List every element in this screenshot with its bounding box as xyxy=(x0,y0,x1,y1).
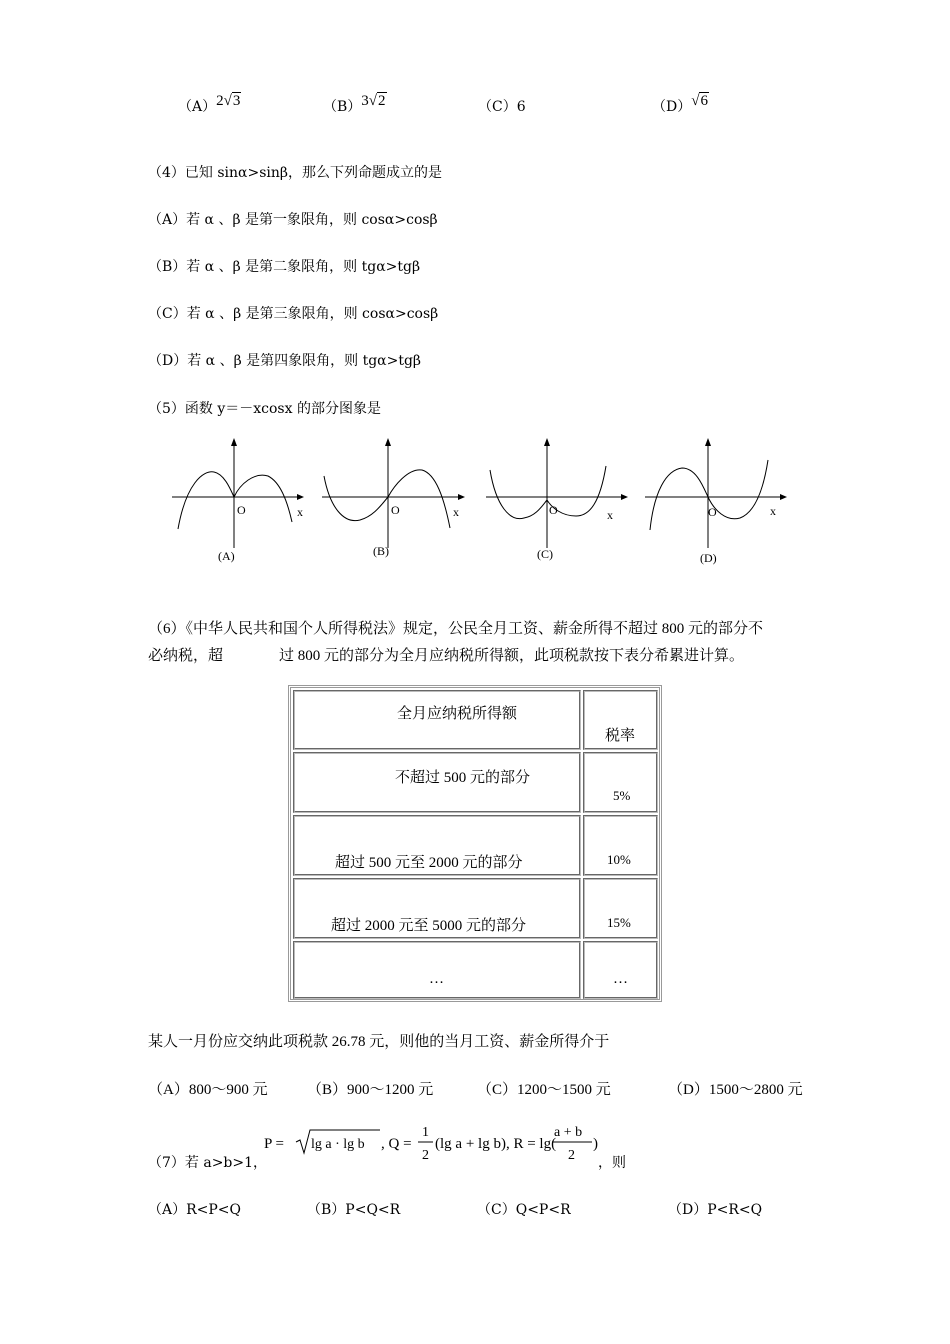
graph-d-x-arrow xyxy=(780,494,787,500)
graph-a-x-arrow xyxy=(297,494,304,500)
table-row-3-income-cell xyxy=(293,878,581,939)
graph-c-x-arrow xyxy=(621,494,628,500)
q6-line1: （6）《中华人民共和国个人所得税法》规定，公民全月工资、薪金所得不超过 800 元的部分不 xyxy=(148,621,764,637)
q3-option-b: （B）3√2 xyxy=(323,93,386,115)
formula-half-den: 2 xyxy=(422,1148,429,1163)
q4-stem: （4）已知 sinα>sinβ，那么下列命题成立的是 xyxy=(148,165,442,181)
q7-option-a: （A）R<P<Q xyxy=(148,1202,242,1218)
table-row-1-rate-cell xyxy=(583,752,658,813)
table-row-2-income-cell xyxy=(293,815,581,876)
tax-rate-table xyxy=(288,685,662,1002)
formula-half-num: 1 xyxy=(422,1125,429,1140)
q6-line2a: 必纳税，超 xyxy=(148,648,224,664)
graph-d-y-arrow xyxy=(705,438,711,446)
graph-a xyxy=(172,438,304,548)
table-row-1-income-cell xyxy=(293,752,581,813)
table-header-income-cell xyxy=(293,690,581,750)
graph-d xyxy=(645,438,787,548)
graph-b-x-label: x xyxy=(453,505,459,519)
table-row-1-income: 不超过 500 元的部分 xyxy=(395,770,531,786)
graph-c-origin: O xyxy=(549,503,558,517)
table-row-3-income: 超过 2000 元至 5000 元的部分 xyxy=(331,918,527,934)
graph-c xyxy=(486,438,628,548)
graph-a-origin: O xyxy=(237,503,246,517)
formula-frac-num: a + b xyxy=(554,1125,583,1140)
table-row-4-rate-cell xyxy=(583,941,658,999)
q4-option-c: （C）若 α 、β 是第三象限角，则 cosα>cosβ xyxy=(148,306,439,322)
graph-b-y-arrow xyxy=(385,438,391,446)
q6-option-a: （A）800～900 元 xyxy=(148,1082,268,1098)
table-row-1-rate: 5% xyxy=(613,788,631,803)
q5-stem: （5）函数 y＝－xcosx 的部分图象是 xyxy=(148,401,381,417)
table-row-2-income: 超过 500 元至 2000 元的部分 xyxy=(335,855,523,871)
graph-a-label: (A) xyxy=(218,549,235,563)
table-header-income: 全月应纳税所得额 xyxy=(397,706,518,722)
table-row-4-rate: … xyxy=(613,971,628,987)
graph-a-x-label: x xyxy=(297,505,303,519)
graph-c-y-arrow xyxy=(544,438,550,446)
formula-q-lhs: , Q = xyxy=(381,1136,412,1152)
formula-close: ) xyxy=(593,1136,598,1152)
graph-a-curve xyxy=(178,472,292,529)
graph-b-origin: O xyxy=(391,503,400,517)
q6-line2b: 过 800 元的部分为全月应纳税所得额，此项税款按下表分希累进计算。 xyxy=(279,648,745,664)
table-row-4-income-cell xyxy=(293,941,581,999)
graph-b-curve xyxy=(324,470,450,528)
q4-option-b: （B）若 α 、β 是第二象限角，则 tgα>tgβ xyxy=(148,259,421,275)
q6-option-c: （C）1200～1500 元 xyxy=(477,1082,611,1098)
q7-option-c: （C）Q<P<R xyxy=(477,1202,571,1218)
table-row-2-rate-cell xyxy=(583,815,658,876)
q7-option-d: （D）P<R<Q xyxy=(668,1202,763,1218)
graph-a-y-arrow xyxy=(231,438,237,446)
q7-stem-suffix: ，则 xyxy=(598,1155,626,1171)
q4-option-a: （A）若 α 、β 是第一象限角，则 cosα>cosβ xyxy=(148,212,438,228)
graph-c-label: (C) xyxy=(537,547,553,561)
graph-c-x-label: x xyxy=(607,508,613,522)
q6-question: 某人一月份应交纳此项税款 26.78 元，则他的当月工资、薪金所得介于 xyxy=(148,1034,610,1050)
graph-b xyxy=(322,438,465,548)
table-row-4-income: … xyxy=(429,971,444,987)
graph-c-curve xyxy=(490,466,606,519)
table-header-rate: 税率 xyxy=(605,728,636,744)
formula-p-lhs: P = xyxy=(264,1136,284,1152)
q7-stem-prefix: （7）若 a>b>1， xyxy=(148,1155,268,1171)
q3-option-a: （A）2√3 xyxy=(178,93,241,115)
q6-option-d: （D）1500～2800 元 xyxy=(668,1082,803,1098)
q3-option-d: （D）√6 xyxy=(652,93,708,115)
q4-option-d: （D）若 α 、β 是第四象限角，则 tgα>tgβ xyxy=(148,353,422,369)
graph-d-x-label: x xyxy=(770,504,776,518)
formula-frac-den: 2 xyxy=(568,1148,575,1163)
graph-b-label: (B) xyxy=(373,544,389,558)
graph-d-label: (D) xyxy=(700,551,717,565)
table-row-2-rate: 10% xyxy=(607,852,631,867)
q7-option-b: （B）P<Q<R xyxy=(307,1202,401,1218)
q6-option-b: （B）900～1200 元 xyxy=(307,1082,434,1098)
graph-d-curve xyxy=(650,460,768,530)
formula-p-radicand: lg a · lg b xyxy=(311,1137,365,1152)
table-header-rate-cell xyxy=(583,690,658,750)
q3-option-c: （C）6 xyxy=(478,99,526,115)
table-row-3-rate-cell xyxy=(583,878,658,939)
table-row-3-rate: 15% xyxy=(607,915,631,930)
graph-b-x-arrow xyxy=(458,494,465,500)
q5-graphs xyxy=(0,436,950,576)
q7-formula xyxy=(262,1118,622,1174)
formula-q-rest: (lg a + lg b), R = lg( xyxy=(435,1136,557,1152)
graph-d-origin: O xyxy=(708,505,717,519)
